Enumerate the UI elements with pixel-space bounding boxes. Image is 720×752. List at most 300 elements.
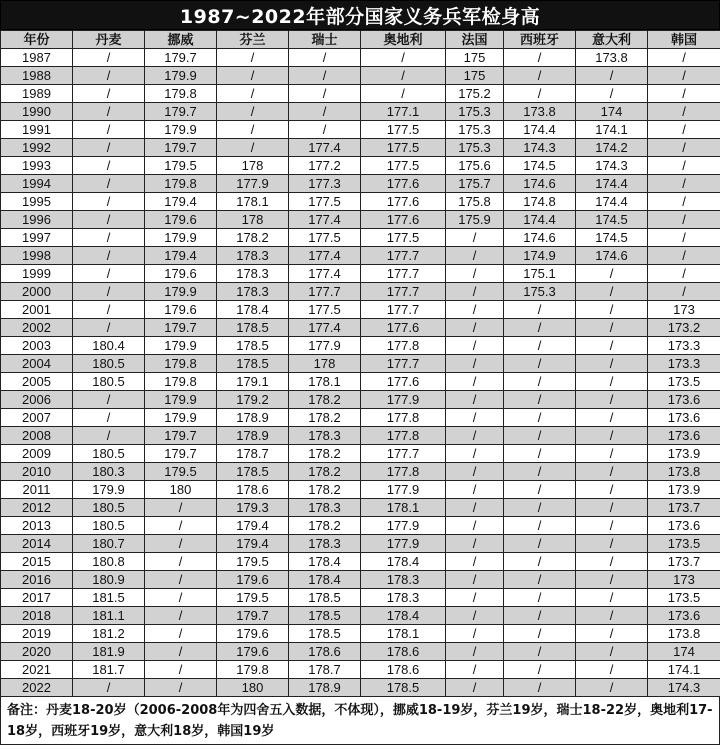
cell-italy: /	[576, 499, 648, 517]
cell-denmark: /	[73, 157, 145, 175]
cell-austria: 178.4	[361, 607, 446, 625]
cell-korea: /	[648, 139, 720, 157]
cell-norway: 179.9	[145, 409, 217, 427]
cell-denmark: 180.5	[73, 445, 145, 463]
cell-norway: 179.7	[145, 139, 217, 157]
column-header-year: 年份	[1, 31, 73, 49]
cell-norway: 179.6	[145, 211, 217, 229]
cell-denmark: 180.5	[73, 499, 145, 517]
cell-year: 2016	[1, 571, 73, 589]
cell-switzerland: 177.3	[289, 175, 361, 193]
cell-austria: 177.5	[361, 229, 446, 247]
cell-italy: /	[576, 463, 648, 481]
cell-year: 2015	[1, 553, 73, 571]
table-row	[1, 589, 720, 607]
cell-france: 175.3	[446, 103, 504, 121]
cell-finland: /	[217, 103, 289, 121]
cell-norway: /	[145, 625, 217, 643]
cell-norway: 179.8	[145, 355, 217, 373]
table-title: 1987~2022年部分国家义务兵军检身高	[0, 0, 720, 30]
cell-denmark: /	[73, 247, 145, 265]
cell-spain: /	[504, 607, 576, 625]
cell-finland: 179.4	[217, 517, 289, 535]
cell-korea: /	[648, 157, 720, 175]
cell-spain: 174.6	[504, 175, 576, 193]
cell-korea: 173.3	[648, 337, 720, 355]
cell-year: 2022	[1, 679, 73, 697]
cell-norway: /	[145, 643, 217, 661]
column-header-korea: 韩国	[648, 31, 720, 49]
cell-switzerland: 178.5	[289, 625, 361, 643]
cell-switzerland: 178.3	[289, 427, 361, 445]
table-row	[1, 643, 720, 661]
cell-austria: 177.7	[361, 247, 446, 265]
cell-austria: 177.7	[361, 265, 446, 283]
cell-norway: 179.6	[145, 265, 217, 283]
cell-france: /	[446, 553, 504, 571]
cell-year: 2002	[1, 319, 73, 337]
cell-korea: /	[648, 229, 720, 247]
cell-korea: 174.1	[648, 661, 720, 679]
cell-switzerland: 178.2	[289, 517, 361, 535]
cell-france: /	[446, 265, 504, 283]
table-row	[1, 607, 720, 625]
cell-spain: /	[504, 535, 576, 553]
cell-korea: 173.5	[648, 589, 720, 607]
cell-italy: /	[576, 535, 648, 553]
cell-denmark: /	[73, 67, 145, 85]
cell-italy: /	[576, 355, 648, 373]
table-row	[1, 571, 720, 589]
cell-italy: 174.1	[576, 121, 648, 139]
cell-switzerland: 178.5	[289, 607, 361, 625]
cell-spain: /	[504, 481, 576, 499]
cell-spain: /	[504, 409, 576, 427]
cell-denmark: /	[73, 409, 145, 427]
cell-denmark: /	[73, 319, 145, 337]
cell-year: 1998	[1, 247, 73, 265]
cell-denmark: /	[73, 229, 145, 247]
table-row	[1, 445, 720, 463]
cell-denmark: /	[73, 175, 145, 193]
cell-denmark: /	[73, 103, 145, 121]
cell-italy: /	[576, 643, 648, 661]
column-header-austria: 奥地利	[361, 31, 446, 49]
cell-italy: /	[576, 661, 648, 679]
cell-switzerland: 178.2	[289, 391, 361, 409]
cell-italy: 173.8	[576, 49, 648, 67]
cell-spain: 174.8	[504, 193, 576, 211]
cell-finland: /	[217, 121, 289, 139]
cell-france: /	[446, 571, 504, 589]
cell-austria: 177.6	[361, 319, 446, 337]
cell-year: 2007	[1, 409, 73, 427]
table-row	[1, 427, 720, 445]
cell-korea: 173.2	[648, 319, 720, 337]
cell-italy: /	[576, 679, 648, 697]
cell-spain: /	[504, 355, 576, 373]
cell-france: /	[446, 229, 504, 247]
table-row	[1, 157, 720, 175]
table-row	[1, 139, 720, 157]
cell-korea: /	[648, 49, 720, 67]
cell-year: 1988	[1, 67, 73, 85]
cell-denmark: /	[73, 193, 145, 211]
cell-spain: /	[504, 445, 576, 463]
cell-spain: /	[504, 625, 576, 643]
cell-year: 1994	[1, 175, 73, 193]
cell-spain: /	[504, 85, 576, 103]
cell-year: 2013	[1, 517, 73, 535]
cell-year: 1987	[1, 49, 73, 67]
table-row	[1, 391, 720, 409]
table-row	[1, 499, 720, 517]
cell-year: 2014	[1, 535, 73, 553]
cell-year: 1996	[1, 211, 73, 229]
table-body	[1, 49, 720, 697]
cell-austria: 177.6	[361, 211, 446, 229]
table-row	[1, 265, 720, 283]
cell-korea: /	[648, 193, 720, 211]
cell-norway: 179.8	[145, 85, 217, 103]
cell-switzerland: 177.7	[289, 283, 361, 301]
cell-spain: 174.3	[504, 139, 576, 157]
cell-france: /	[446, 355, 504, 373]
cell-spain: 175.3	[504, 283, 576, 301]
cell-denmark: 181.2	[73, 625, 145, 643]
cell-norway: 179.9	[145, 67, 217, 85]
cell-italy: /	[576, 409, 648, 427]
cell-france: 175.3	[446, 139, 504, 157]
cell-finland: 179.6	[217, 625, 289, 643]
cell-finland: 178.5	[217, 337, 289, 355]
cell-denmark: 180.3	[73, 463, 145, 481]
cell-spain: /	[504, 499, 576, 517]
cell-finland: 178	[217, 157, 289, 175]
table-row	[1, 319, 720, 337]
cell-norway: 179.5	[145, 157, 217, 175]
cell-year: 2021	[1, 661, 73, 679]
cell-year: 1992	[1, 139, 73, 157]
cell-france: /	[446, 481, 504, 499]
cell-denmark: /	[73, 391, 145, 409]
cell-austria: 177.1	[361, 103, 446, 121]
table-row	[1, 85, 720, 103]
cell-year: 2009	[1, 445, 73, 463]
cell-france: /	[446, 247, 504, 265]
cell-france: /	[446, 517, 504, 535]
cell-year: 2000	[1, 283, 73, 301]
cell-spain: /	[504, 67, 576, 85]
cell-korea: /	[648, 85, 720, 103]
cell-denmark: /	[73, 427, 145, 445]
cell-denmark: 181.9	[73, 643, 145, 661]
cell-norway: 179.5	[145, 463, 217, 481]
cell-finland: 179.6	[217, 643, 289, 661]
cell-denmark: /	[73, 85, 145, 103]
cell-year: 2005	[1, 373, 73, 391]
cell-korea: 173.7	[648, 499, 720, 517]
cell-italy: /	[576, 67, 648, 85]
cell-france: /	[446, 319, 504, 337]
cell-norway: 179.9	[145, 121, 217, 139]
cell-switzerland: 178.2	[289, 481, 361, 499]
cell-denmark: 180.5	[73, 373, 145, 391]
cell-finland: 178.6	[217, 481, 289, 499]
cell-year: 2006	[1, 391, 73, 409]
cell-korea: 174.3	[648, 679, 720, 697]
cell-korea: 173.6	[648, 409, 720, 427]
cell-switzerland: 178.3	[289, 499, 361, 517]
cell-italy: /	[576, 265, 648, 283]
cell-norway: 179.7	[145, 427, 217, 445]
table-row	[1, 553, 720, 571]
cell-italy: /	[576, 319, 648, 337]
cell-austria: 177.5	[361, 121, 446, 139]
cell-denmark: 181.1	[73, 607, 145, 625]
cell-spain: /	[504, 427, 576, 445]
cell-france: /	[446, 679, 504, 697]
cell-norway: 179.6	[145, 301, 217, 319]
cell-austria: /	[361, 85, 446, 103]
cell-korea: 173.5	[648, 535, 720, 553]
cell-norway: /	[145, 499, 217, 517]
cell-italy: /	[576, 571, 648, 589]
cell-switzerland: 178.9	[289, 679, 361, 697]
cell-italy: /	[576, 427, 648, 445]
cell-austria: 177.7	[361, 283, 446, 301]
cell-norway: /	[145, 535, 217, 553]
cell-denmark: /	[73, 283, 145, 301]
cell-spain: 174.4	[504, 121, 576, 139]
cell-finland: 179.7	[217, 607, 289, 625]
cell-spain: 174.6	[504, 229, 576, 247]
cell-finland: 178.5	[217, 319, 289, 337]
cell-italy: /	[576, 517, 648, 535]
cell-korea: 173.5	[648, 373, 720, 391]
cell-austria: 177.5	[361, 157, 446, 175]
cell-france: /	[446, 391, 504, 409]
cell-spain: /	[504, 301, 576, 319]
cell-denmark: 181.7	[73, 661, 145, 679]
cell-switzerland: 178.2	[289, 463, 361, 481]
cell-year: 1989	[1, 85, 73, 103]
cell-year: 2010	[1, 463, 73, 481]
table-row	[1, 103, 720, 121]
cell-italy: /	[576, 589, 648, 607]
cell-finland: 178.5	[217, 463, 289, 481]
cell-finland: 177.9	[217, 175, 289, 193]
cell-denmark: 179.9	[73, 481, 145, 499]
cell-norway: 179.7	[145, 49, 217, 67]
cell-austria: 178.6	[361, 661, 446, 679]
cell-france: 175	[446, 49, 504, 67]
cell-spain: 174.5	[504, 157, 576, 175]
table-row	[1, 301, 720, 319]
table-row	[1, 625, 720, 643]
cell-austria: 177.8	[361, 427, 446, 445]
cell-finland: 178.3	[217, 247, 289, 265]
cell-finland: 179.4	[217, 535, 289, 553]
table-row	[1, 463, 720, 481]
column-header-france: 法国	[446, 31, 504, 49]
cell-finland: 179.3	[217, 499, 289, 517]
cell-switzerland: 177.4	[289, 211, 361, 229]
table-row	[1, 679, 720, 697]
cell-switzerland: 177.4	[289, 265, 361, 283]
table-row	[1, 175, 720, 193]
cell-norway: 179.8	[145, 175, 217, 193]
table-row	[1, 373, 720, 391]
cell-spain: /	[504, 49, 576, 67]
cell-finland: 178.5	[217, 355, 289, 373]
table-row	[1, 121, 720, 139]
cell-finland: 178	[217, 211, 289, 229]
cell-switzerland: /	[289, 67, 361, 85]
table-row	[1, 49, 720, 67]
cell-denmark: /	[73, 679, 145, 697]
cell-austria: 177.6	[361, 193, 446, 211]
cell-spain: /	[504, 553, 576, 571]
cell-spain: 173.8	[504, 103, 576, 121]
cell-austria: /	[361, 49, 446, 67]
cell-switzerland: 177.5	[289, 229, 361, 247]
cell-switzerland: /	[289, 103, 361, 121]
column-header-italy: 意大利	[576, 31, 648, 49]
cell-austria: 177.8	[361, 409, 446, 427]
cell-year: 2012	[1, 499, 73, 517]
cell-denmark: /	[73, 139, 145, 157]
table-row	[1, 409, 720, 427]
cell-switzerland: 178.3	[289, 535, 361, 553]
cell-france: 175	[446, 67, 504, 85]
cell-korea: 173.9	[648, 481, 720, 499]
column-header-spain: 西班牙	[504, 31, 576, 49]
cell-italy: 174.3	[576, 157, 648, 175]
cell-italy: /	[576, 625, 648, 643]
cell-finland: 178.7	[217, 445, 289, 463]
cell-france: /	[446, 373, 504, 391]
cell-austria: 178.3	[361, 571, 446, 589]
cell-austria: 177.7	[361, 355, 446, 373]
cell-spain: /	[504, 517, 576, 535]
cell-france: 175.2	[446, 85, 504, 103]
cell-austria: /	[361, 67, 446, 85]
cell-austria: 177.6	[361, 373, 446, 391]
cell-korea: /	[648, 67, 720, 85]
cell-switzerland: 178	[289, 355, 361, 373]
cell-austria: 177.7	[361, 301, 446, 319]
cell-italy: /	[576, 373, 648, 391]
cell-year: 2020	[1, 643, 73, 661]
cell-france: /	[446, 427, 504, 445]
cell-france: 175.9	[446, 211, 504, 229]
table-row	[1, 193, 720, 211]
cell-denmark: /	[73, 121, 145, 139]
cell-year: 1995	[1, 193, 73, 211]
cell-spain: 175.1	[504, 265, 576, 283]
cell-norway: 179.7	[145, 445, 217, 463]
cell-year: 1999	[1, 265, 73, 283]
column-header-norway: 挪威	[145, 31, 217, 49]
cell-switzerland: 178.6	[289, 643, 361, 661]
cell-norway: /	[145, 607, 217, 625]
cell-france: 175.6	[446, 157, 504, 175]
cell-italy: /	[576, 337, 648, 355]
cell-finland: /	[217, 67, 289, 85]
cell-spain: 174.9	[504, 247, 576, 265]
cell-france: /	[446, 301, 504, 319]
cell-finland: 179.2	[217, 391, 289, 409]
cell-switzerland: 177.4	[289, 247, 361, 265]
cell-norway: 179.9	[145, 391, 217, 409]
cell-france: /	[446, 661, 504, 679]
cell-year: 2004	[1, 355, 73, 373]
cell-denmark: /	[73, 49, 145, 67]
cell-year: 2001	[1, 301, 73, 319]
cell-austria: 178.4	[361, 553, 446, 571]
cell-austria: 177.7	[361, 445, 446, 463]
cell-italy: 174.2	[576, 139, 648, 157]
cell-korea: 173.8	[648, 625, 720, 643]
cell-year: 1990	[1, 103, 73, 121]
cell-norway: /	[145, 517, 217, 535]
cell-austria: 177.9	[361, 481, 446, 499]
cell-austria: 177.8	[361, 337, 446, 355]
cell-denmark: /	[73, 301, 145, 319]
cell-switzerland: 177.4	[289, 139, 361, 157]
cell-norway: 179.4	[145, 247, 217, 265]
cell-finland: 179.8	[217, 661, 289, 679]
cell-finland: 178.3	[217, 265, 289, 283]
cell-norway: 179.9	[145, 337, 217, 355]
cell-spain: 174.4	[504, 211, 576, 229]
cell-norway: /	[145, 589, 217, 607]
cell-korea: 173.6	[648, 427, 720, 445]
cell-year: 2017	[1, 589, 73, 607]
table-row	[1, 355, 720, 373]
cell-france: /	[446, 283, 504, 301]
cell-austria: 178.5	[361, 679, 446, 697]
cell-switzerland: 178.4	[289, 553, 361, 571]
cell-finland: /	[217, 49, 289, 67]
cell-france: /	[446, 337, 504, 355]
table-row	[1, 535, 720, 553]
cell-switzerland: 178.4	[289, 571, 361, 589]
cell-korea: /	[648, 175, 720, 193]
cell-denmark: 181.5	[73, 589, 145, 607]
cell-year: 2003	[1, 337, 73, 355]
cell-switzerland: 177.2	[289, 157, 361, 175]
cell-italy: /	[576, 85, 648, 103]
cell-korea: 173.7	[648, 553, 720, 571]
cell-italy: /	[576, 607, 648, 625]
cell-korea: 173.6	[648, 391, 720, 409]
table-row	[1, 283, 720, 301]
cell-austria: 177.6	[361, 175, 446, 193]
cell-denmark: 180.9	[73, 571, 145, 589]
cell-korea: 173	[648, 571, 720, 589]
cell-italy: 174	[576, 103, 648, 121]
cell-denmark: 180.8	[73, 553, 145, 571]
cell-korea: /	[648, 283, 720, 301]
cell-italy: 174.4	[576, 193, 648, 211]
cell-austria: 178.3	[361, 589, 446, 607]
cell-korea: 173.9	[648, 445, 720, 463]
cell-finland: 178.3	[217, 283, 289, 301]
cell-finland: 178.1	[217, 193, 289, 211]
table-row	[1, 211, 720, 229]
